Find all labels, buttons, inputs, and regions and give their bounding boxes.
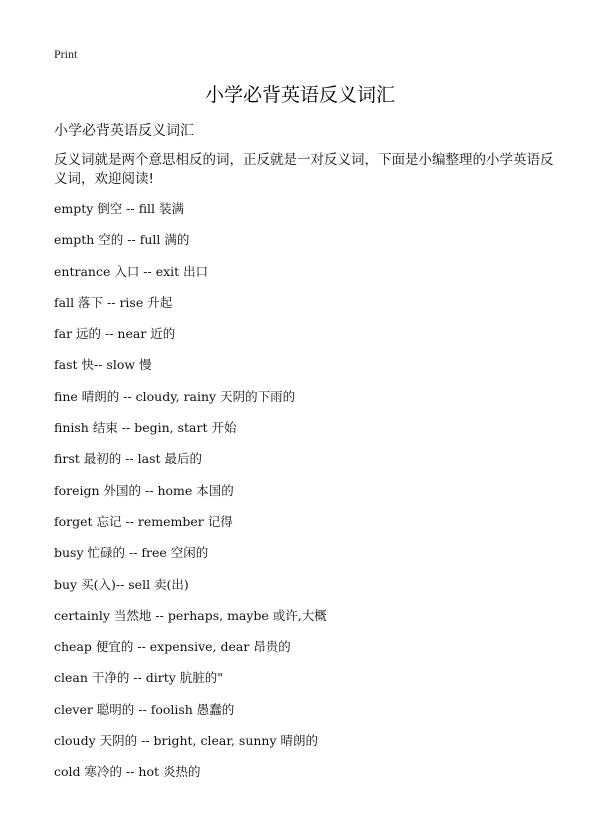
antonym-pair: far 远的 -- near 近的 [54, 326, 176, 342]
antonym-pair: finish 结束 -- begin, start 开始 [54, 420, 237, 436]
page-title: 小学必背英语反义词汇 [204, 84, 395, 106]
article-subtitle: 小学必背英语反义词汇 [54, 123, 194, 139]
antonym-pair: empth 空的 -- full 满的 [54, 232, 190, 248]
antonym-pair: foreign 外国的 -- home 本国的 [54, 482, 234, 498]
antonym-pair: cold 寒冷的 -- hot 炎热的 [54, 764, 201, 780]
print-link[interactable]: Print [54, 47, 78, 61]
antonym-pair: first 最初的 -- last 最后的 [54, 451, 202, 467]
antonym-pair: buy 买(入)-- sell 卖(出) [54, 576, 189, 592]
intro-paragraph: 反义词就是两个意思相反的词，正反就是一对反义词，下面是小编整理的小学英语反义词，欢迎阅读! [54, 152, 554, 187]
antonym-pair: clean 干净的 -- dirty 肮脏的" [54, 670, 224, 686]
antonym-pair: entrance 入口 -- exit 出口 [54, 263, 209, 279]
antonym-pair: cloudy 天阴的 -- bright, clear, sunny 晴朗的 [54, 733, 319, 749]
antonym-list [54, 200, 327, 795]
antonym-pair: busy 忙碌的 -- free 空闲的 [54, 545, 209, 561]
antonym-pair: empty 倒空 -- fill 装满 [54, 201, 185, 216]
antonym-pair: fast 快-- slow 慢 [54, 357, 152, 373]
antonym-pair: clever 聪明的 -- foolish 愚蠢的 [54, 701, 235, 717]
antonym-pair: fine 晴朗的 -- cloudy, rainy 天阴的下雨的 [54, 388, 296, 404]
antonym-pair: cheap 便宜的 -- expensive, dear 昂贵的 [54, 639, 291, 655]
antonym-pair: forget 忘记 -- remember 记得 [54, 513, 233, 529]
antonym-pair: certainly 当然地 -- perhaps, maybe 或许,大概 [54, 607, 327, 623]
antonym-pair: fall 落下 -- rise 升起 [54, 294, 173, 310]
